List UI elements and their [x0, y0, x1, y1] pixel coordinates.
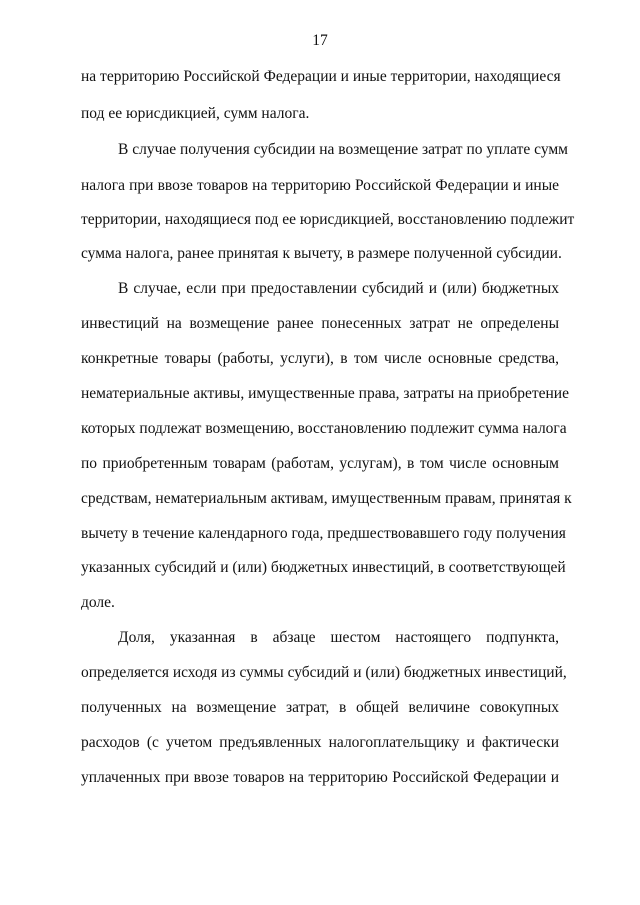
paragraph-3-line-9: указанных субсидий и (или) бюджетных инвестиций, в соответствующей	[81, 559, 566, 576]
paragraph-3-line-7: средствам, нематериальным активам, имущественным правам, принятая к	[81, 490, 572, 507]
paragraph-1-line-1: на территорию Российской Федерации и иные территории, находящиеся	[81, 68, 561, 85]
paragraph-2-line-3: территории, находящиеся под ее юрисдикцией, восстановлению подлежит	[81, 211, 575, 228]
paragraph-3-line-10: доле.	[81, 594, 115, 611]
paragraph-3-line-1: В случае, если при предоставлении субсидий и (или) бюджетных	[118, 280, 559, 297]
paragraph-4-line-4: расходов (с учетом предъявленных налогоплательщику и фактически	[81, 734, 559, 751]
paragraph-4-line-3: полученных на возмещение затрат, в общей величине совокупных	[81, 699, 559, 716]
paragraph-2-line-2: налога при ввозе товаров на территорию Российской Федерации и иные	[81, 177, 559, 194]
paragraph-3-line-8: вычету в течение календарного года, предшествовавшего году получения	[81, 525, 566, 542]
paragraph-4-line-2: определяется исходя из суммы субсидий и (или) бюджетных инвестиций,	[81, 664, 567, 681]
page-number: 17	[312, 32, 328, 49]
paragraph-3-line-3: конкретные товары (работы, услуги), в том числе основные средства,	[81, 350, 559, 367]
paragraph-3-line-6: по приобретенным товарам (работам, услугам), в том числе основным	[81, 455, 559, 472]
paragraph-2-line-4: сумма налога, ранее принятая к вычету, в размере полученной субсидии.	[81, 245, 562, 262]
paragraph-2-line-1: В случае получения субсидии на возмещение затрат по уплате сумм	[118, 141, 568, 158]
paragraph-3-line-2: инвестиций на возмещение ранее понесенных затрат не определены	[81, 315, 559, 332]
paragraph-3-line-4: нематериальные активы, имущественные права, затраты на приобретение	[81, 385, 569, 402]
paragraph-3-line-5: которых подлежат возмещению, восстановлению подлежит сумма налога	[81, 420, 567, 437]
paragraph-4-line-5: уплаченных при ввозе товаров на территорию Российской Федерации и	[81, 769, 559, 786]
paragraph-1-line-2: под ее юрисдикцией, сумм налога.	[81, 105, 310, 122]
paragraph-4-line-1: Доля, указанная в абзаце шестом настоящего подпункта,	[118, 629, 559, 646]
